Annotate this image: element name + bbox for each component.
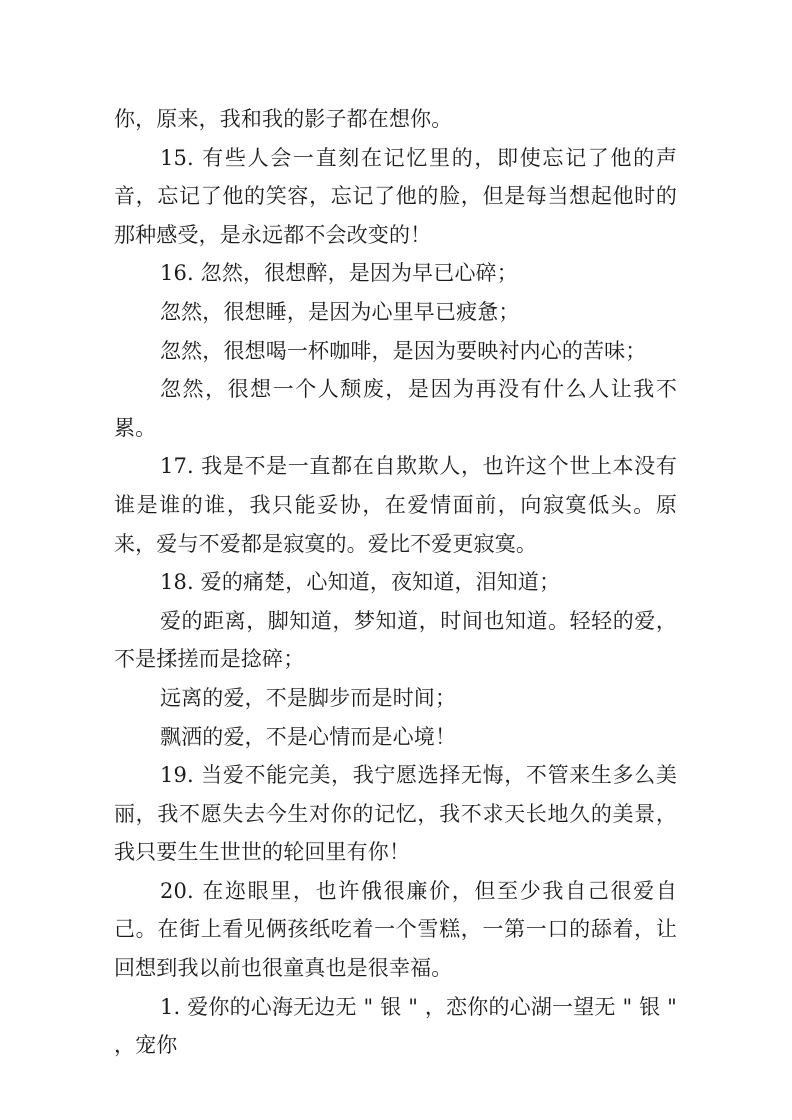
item-18: 18. 爱的痛楚，心知道，夜知道，泪知道； [160, 570, 561, 595]
item-19: 19. 当爱不能完美，我宁愿选择无悔，不管来生多么美丽，我不愿失去今生对你的记忆，我不求天长地久的美景，我只要生生世世的轮回里有你！ [114, 763, 677, 865]
item-1: 1. 爱你的心海无边无 " 银 " ，恋你的心湖一望无 " 银 " ，宠你 [114, 994, 677, 1058]
document-text-block [114, 100, 677, 1065]
item-18-line-4: 飘洒的爱，不是心情而是心境！ [160, 724, 457, 749]
item-15: 15. 有些人会一直刻在记忆里的，即使忘记了他的声音，忘记了他的笑容，忘记了他的脸，但是每当想起他时的那种感受，是永远都不会改变的！ [114, 145, 677, 247]
continuation-line: 你，原来，我和我的影子都在想你。 [114, 107, 453, 131]
item-16-line-3: 忽然，很想喝一杯咖啡，是因为要映衬内心的苦味； [160, 338, 647, 363]
item-20: 20. 在迩眼里，也许俄很廉价，但至少我自己很爱自己。在街上看见俩孩纸吃着一个雪糕，一第一口的舔着，让回想到我以前也很童真也是很幸福。 [114, 878, 677, 981]
item-18-line-2: 爱的距离，脚知道，梦知道，时间也知道。轻轻的爱，不是揉搓而是捻碎； [114, 608, 677, 672]
item-18-line-3: 远离的爱，不是脚步而是时间； [160, 685, 457, 710]
item-16-line-4: 忽然，很想一个人颓废，是因为再没有什么人让我不累。 [114, 377, 677, 440]
item-16: 16. 忽然，很想醉，是因为早已心碎； [160, 261, 518, 286]
item-17: 17. 我是不是一直都在自欺欺人，也许这个世上本没有谁是谁的谁，我只能妥协，在爱情面前，向寂寞低头。原来，爱与不爱都是寂寞的。爱比不爱更寂寞。 [114, 454, 677, 556]
item-16-line-2: 忽然，很想睡，是因为心里早已疲惫； [160, 299, 520, 324]
